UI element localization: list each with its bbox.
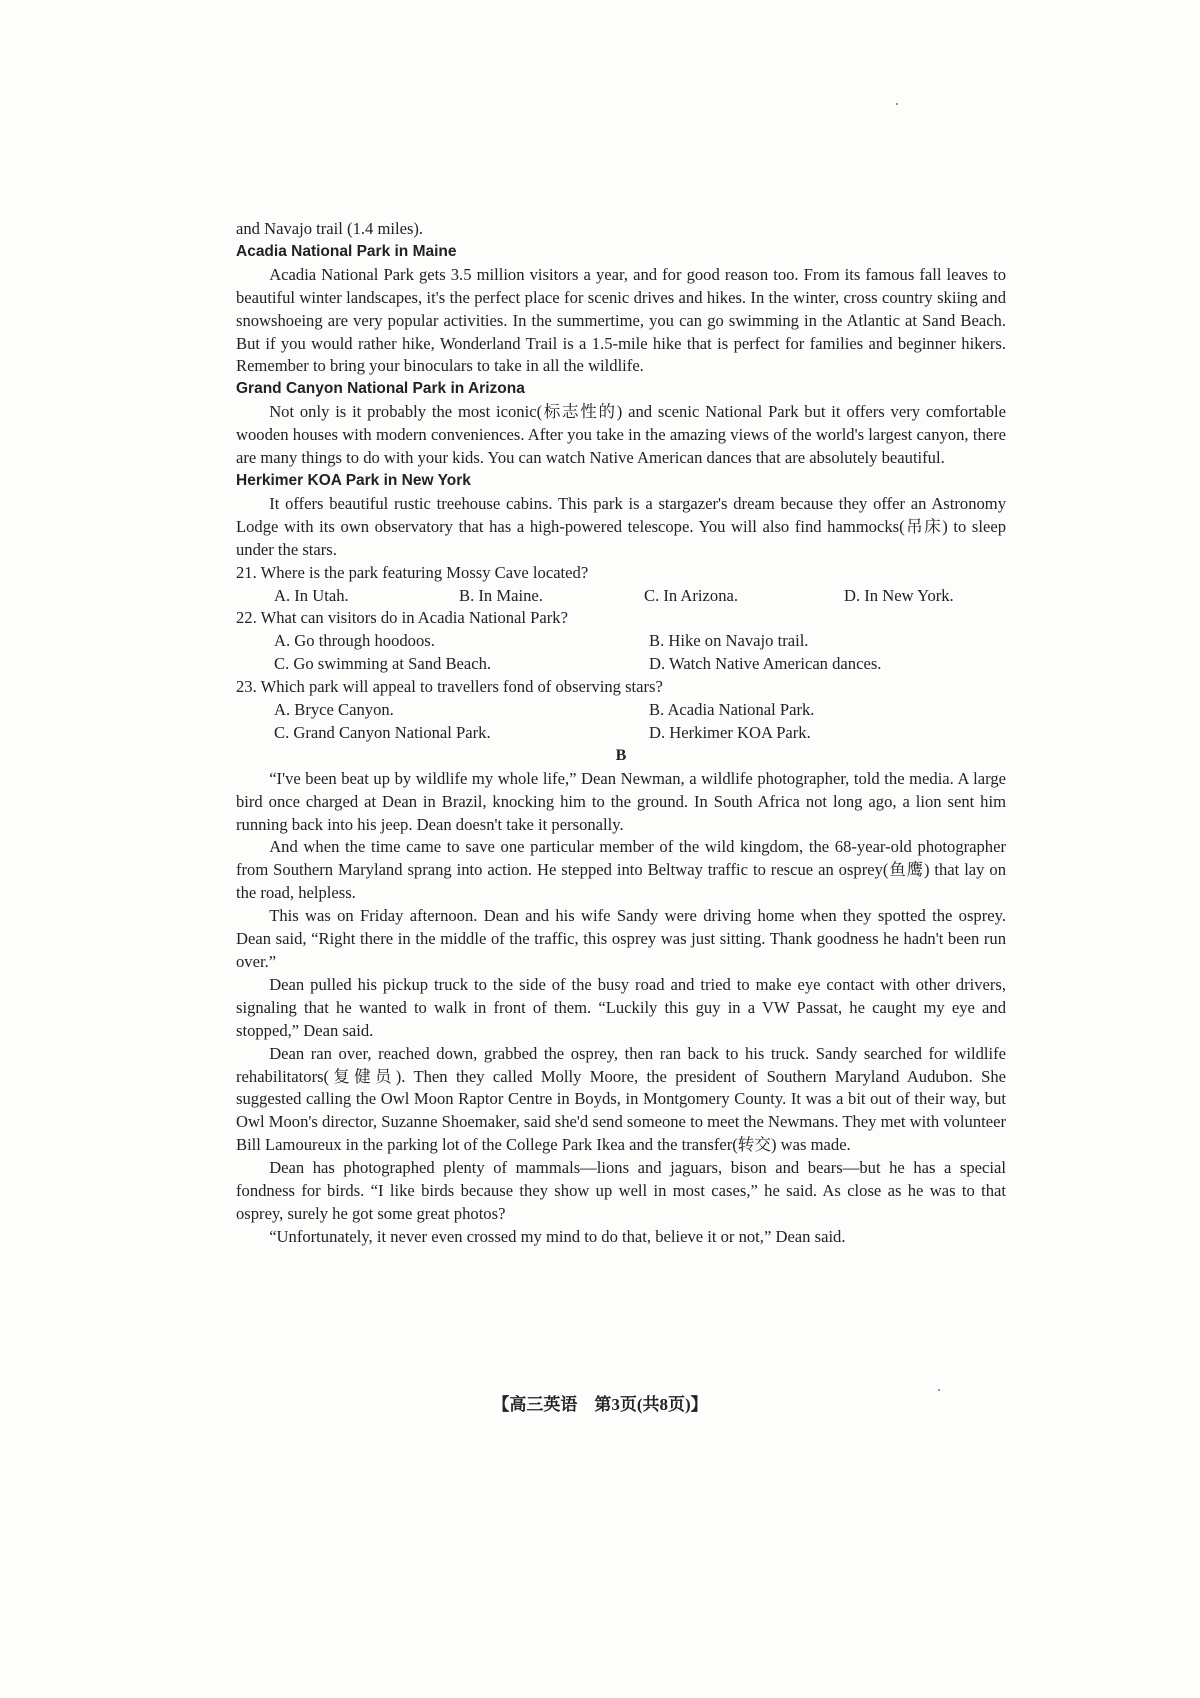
option-c: C. Grand Canyon National Park. (274, 722, 491, 742)
park-heading-grand-canyon: Grand Canyon National Park in Arizona (236, 380, 525, 398)
passage-paragraph: This was on Friday afternoon. Dean and his wife Sandy were driving home when they spotted the osprey. Dean said, “Right there in the middle of the traffic, this osprey was just sitting. Thank goodness he hadn't been run over.” (236, 906, 1006, 971)
park-body-acadia: Acadia National Park gets 3.5 million visitors a year, and for good reason too. From its famous fall leaves to beautiful winter landscapes, it's the perfect place for scenic drives and hikes. In the winter, cross country skiing and snowshoeing are very popular activities. In the summertime, you can go swimming in the Atlantic at Sand Beach. But if you would rather hike, Wonderland Trail is a 1.5-mile hike that is perfect for families and beginner hikers. Remember to bring your binoculars to take in all the wildlife. (236, 264, 1006, 376)
question-21-options (274, 585, 1006, 608)
option-d: D. In New York. (844, 585, 954, 605)
option-a: A. Go through hoodoos. (274, 631, 435, 651)
option-a: A. In Utah. (274, 585, 349, 605)
passage-paragraph: Dean has photographed plenty of mammals—lions and jaguars, bison and bears—but he has a special fondness for birds. “I like birds because they show up well in most cases,” he said. As close as he was to that osprey, surely he got some great photos? (236, 1158, 1006, 1223)
question-22: 22. What can visitors do in Acadia National Park? (236, 608, 568, 628)
scan-speck (896, 103, 898, 105)
option-a: A. Bryce Canyon. (274, 700, 394, 720)
passage-paragraph: And when the time came to save one particular member of the wild kingdom, the 68-year-old photographer from Southern Maryland sprang into action. He stepped into Beltway traffic to rescue an osprey(鱼鹰) that lay on the road, helpless. (236, 837, 1006, 903)
passage-paragraph: “Unfortunately, it never even crossed my mind to do that, believe it or not,” Dean said. (269, 1226, 846, 1246)
park-body-grand-canyon: Not only is it probably the most iconic(标志性的) and scenic National Park but it offers very comfortable wooden houses with modern conveniences. After you take in the amazing views of the world's largest canyon, there are many things to do with your kids. You can watch Native American dances that are absolutely beautiful. (236, 402, 1006, 468)
park-heading-acadia: Acadia National Park in Maine (236, 242, 457, 260)
passage-paragraph: Dean pulled his pickup truck to the side of the busy road and tried to make eye contact with other drivers, signaling that he wanted to walk in front of them. “Luckily this guy in a VW Passat, he caught my eye and stopped,” Dean said. (236, 974, 1006, 1040)
option-b: B. In Maine. (459, 585, 543, 605)
passage-paragraph: Dean ran over, reached down, grabbed the osprey, then ran back to his truck. Sandy searched for wildlife rehabilitators(复健员). Then they called Molly Moore, the president of Southern Maryland Audubon. She suggested calling the Owl Moon Raptor Centre in Boyds, in Montgomery County. It was a bit out of their way, but Owl Moon's director, Suzanne Shoemaker, said she'd send someone to meet the Newmans. They met with volunteer Bill Lamoureux in the parking lot of the College Park Ikea and the transfer(转交) was made. (236, 1043, 1006, 1155)
page-footer: 【高三英语 第3页(共8页)】 (492, 1395, 708, 1414)
park-heading-herkimer: Herkimer KOA Park in New York (236, 471, 471, 489)
question-22-options (274, 630, 1006, 676)
option-d: D. Watch Native American dances. (649, 654, 882, 674)
option-d: D. Herkimer KOA Park. (649, 722, 811, 742)
option-b: B. Hike on Navajo trail. (649, 631, 809, 651)
section-label: B (615, 746, 627, 764)
continued-line: and Navajo trail (1.4 miles). (236, 219, 424, 238)
question-23-options (274, 699, 1006, 745)
page-content (236, 218, 1006, 1249)
option-c: C. Go swimming at Sand Beach. (274, 654, 492, 674)
passage-paragraph: “I've been beat up by wildlife my whole life,” Dean Newman, a wildlife photographer, told the media. A large bird once charged at Dean in Brazil, knocking him to the ground. In South Africa not long ago, a lion sent him running back into his jeep. Dean doesn't take it personally. (236, 768, 1006, 834)
option-b: B. Acadia National Park. (649, 700, 815, 720)
park-body-herkimer: It offers beautiful rustic treehouse cabins. This park is a stargazer's dream because they offer an Astronomy Lodge with its own observatory that has a high-powered telescope. You will also find hammocks(吊床) to sleep under the stars. (236, 493, 1006, 559)
question-21: 21. Where is the park featuring Mossy Cave located? (236, 562, 589, 582)
option-c: C. In Arizona. (644, 585, 739, 605)
question-23: 23. Which park will appeal to travellers fond of observing stars? (236, 677, 663, 697)
